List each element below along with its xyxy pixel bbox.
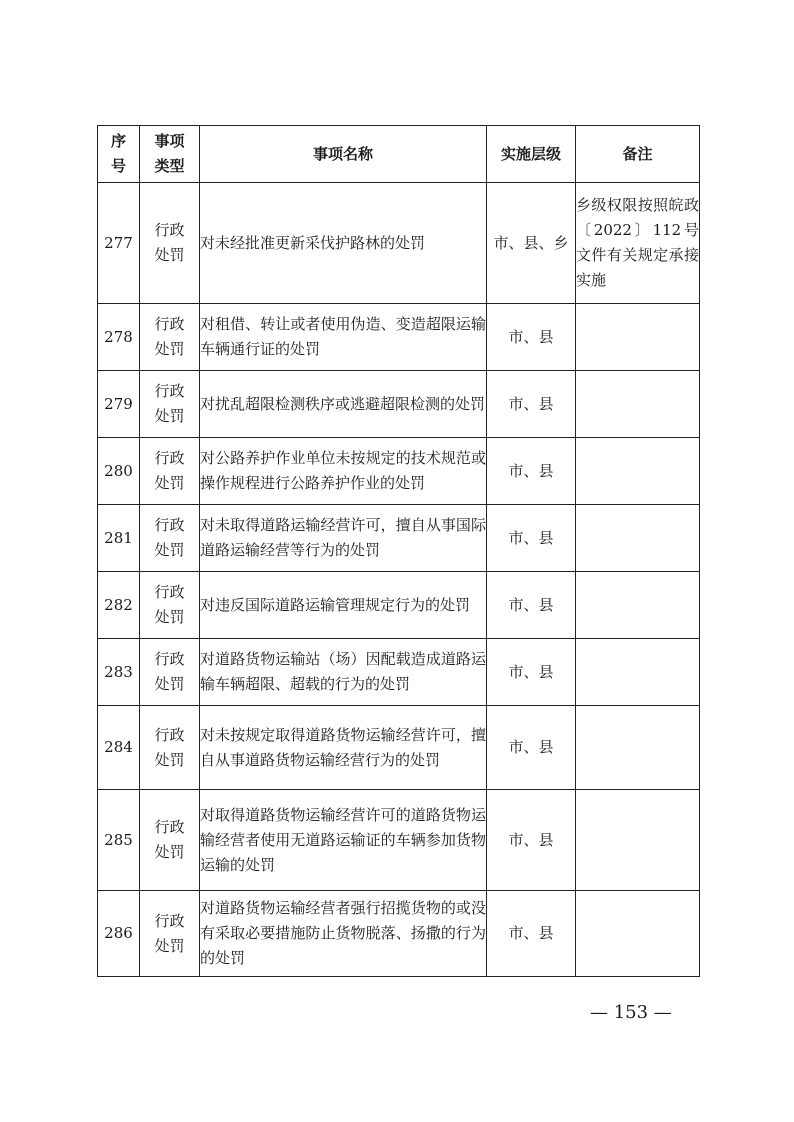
row-type-line2: 处罚	[154, 750, 185, 769]
row-name: 对取得道路货物运输经营许可的道路货物运输经营者使用无道路运输证的车辆参加货物运输的处罚	[200, 790, 487, 891]
row-level: 市、县、乡	[487, 183, 576, 304]
row-name: 对违反国际道路运输管理规定行为的处罚	[200, 572, 487, 639]
row-type	[140, 304, 200, 371]
row-name: 对道路货物运输经营者强行招揽货物的或没有采取必要措施防止货物脱落、扬撒的行为的处罚	[200, 891, 487, 977]
row-type-line2: 处罚	[154, 541, 185, 559]
header-no-line1: 序	[110, 132, 126, 150]
row-level: 市、县	[487, 891, 576, 977]
header-row	[98, 126, 700, 183]
row-type-line1: 行政	[154, 516, 185, 534]
row-no: 280	[98, 438, 140, 505]
row-type	[140, 706, 200, 790]
row-type	[140, 790, 200, 891]
table-row	[98, 639, 700, 706]
row-note	[576, 790, 700, 891]
header-type-line2: 类型	[154, 157, 185, 175]
page-number: — 153 —	[590, 1002, 672, 1023]
row-no: 283	[98, 639, 140, 706]
row-type-line2: 处罚	[154, 675, 185, 693]
row-name: 对扰乱超限检测秩序或逃避超限检测的处罚	[200, 371, 487, 438]
row-no: 286	[98, 891, 140, 977]
row-level: 市、县	[487, 505, 576, 572]
row-type-line2: 处罚	[154, 843, 185, 861]
row-type-line1: 行政	[154, 449, 185, 467]
row-type-line1: 行政	[154, 650, 185, 668]
row-note	[576, 371, 700, 438]
row-note	[576, 304, 700, 371]
table-row	[98, 438, 700, 505]
table-row	[98, 505, 700, 572]
row-type	[140, 639, 200, 706]
table-row	[98, 371, 700, 438]
row-type-line2: 处罚	[154, 608, 185, 626]
table-row	[98, 706, 700, 790]
row-level: 市、县	[487, 639, 576, 706]
row-type-line1: 行政	[154, 911, 185, 930]
row-type	[140, 572, 200, 639]
row-no: 278	[98, 304, 140, 371]
row-type-line1: 行政	[154, 583, 185, 601]
table-row	[98, 790, 700, 891]
row-note	[576, 438, 700, 505]
header-note: 备注	[576, 126, 700, 183]
row-note	[576, 706, 700, 790]
table-row	[98, 572, 700, 639]
row-name: 对未经批准更新采伐护路林的处罚	[200, 183, 487, 304]
table-row	[98, 891, 700, 977]
row-no: 277	[98, 183, 140, 304]
row-type	[140, 891, 200, 977]
row-type-line2: 处罚	[154, 936, 185, 955]
row-type	[140, 371, 200, 438]
row-no: 281	[98, 505, 140, 572]
row-type-line2: 处罚	[154, 340, 185, 358]
row-name: 对未按规定取得道路货物运输经营许可，擅自从事道路货物运输经营行为的处罚	[200, 706, 487, 790]
row-note: 乡级权限按照皖政〔2022〕112号文件有关规定承接实施	[576, 183, 700, 304]
row-note	[576, 891, 700, 977]
row-type-line1: 行政	[154, 818, 185, 836]
row-level: 市、县	[487, 371, 576, 438]
row-name: 对道路货物运输站（场）因配载造成道路运输车辆超限、超载的行为的处罚	[200, 639, 487, 706]
row-type	[140, 438, 200, 505]
row-name: 对未取得道路运输经营许可，擅自从事国际道路运输经营等行为的处罚	[200, 505, 487, 572]
row-no: 282	[98, 572, 140, 639]
row-note	[576, 505, 700, 572]
row-level: 市、县	[487, 572, 576, 639]
row-level: 市、县	[487, 304, 576, 371]
header-name: 事项名称	[200, 126, 487, 183]
table-row	[98, 304, 700, 371]
row-note	[576, 639, 700, 706]
row-type-line2: 处罚	[154, 474, 185, 492]
header-no-line2: 号	[110, 157, 126, 175]
items-table	[97, 125, 700, 977]
row-type	[140, 183, 200, 304]
row-type-line1: 行政	[154, 725, 185, 744]
row-no: 285	[98, 790, 140, 891]
row-no: 279	[98, 371, 140, 438]
row-note	[576, 572, 700, 639]
header-type	[140, 126, 200, 183]
row-type-line2: 处罚	[154, 407, 185, 425]
row-type-line1: 行政	[154, 382, 185, 400]
row-level: 市、县	[487, 790, 576, 891]
row-type-line2: 处罚	[154, 246, 185, 264]
row-no: 284	[98, 706, 140, 790]
row-type-line1: 行政	[154, 315, 185, 333]
header-level: 实施层级	[487, 126, 576, 183]
row-level: 市、县	[487, 706, 576, 790]
row-level: 市、县	[487, 438, 576, 505]
row-name: 对租借、转让或者使用伪造、变造超限运输车辆通行证的处罚	[200, 304, 487, 371]
header-type-line1: 事项	[154, 132, 185, 150]
row-type	[140, 505, 200, 572]
row-type-line1: 行政	[154, 221, 185, 239]
row-name: 对公路养护作业单位未按规定的技术规范或操作规程进行公路养护作业的处罚	[200, 438, 487, 505]
header-no	[98, 126, 140, 183]
table-row	[98, 183, 700, 304]
